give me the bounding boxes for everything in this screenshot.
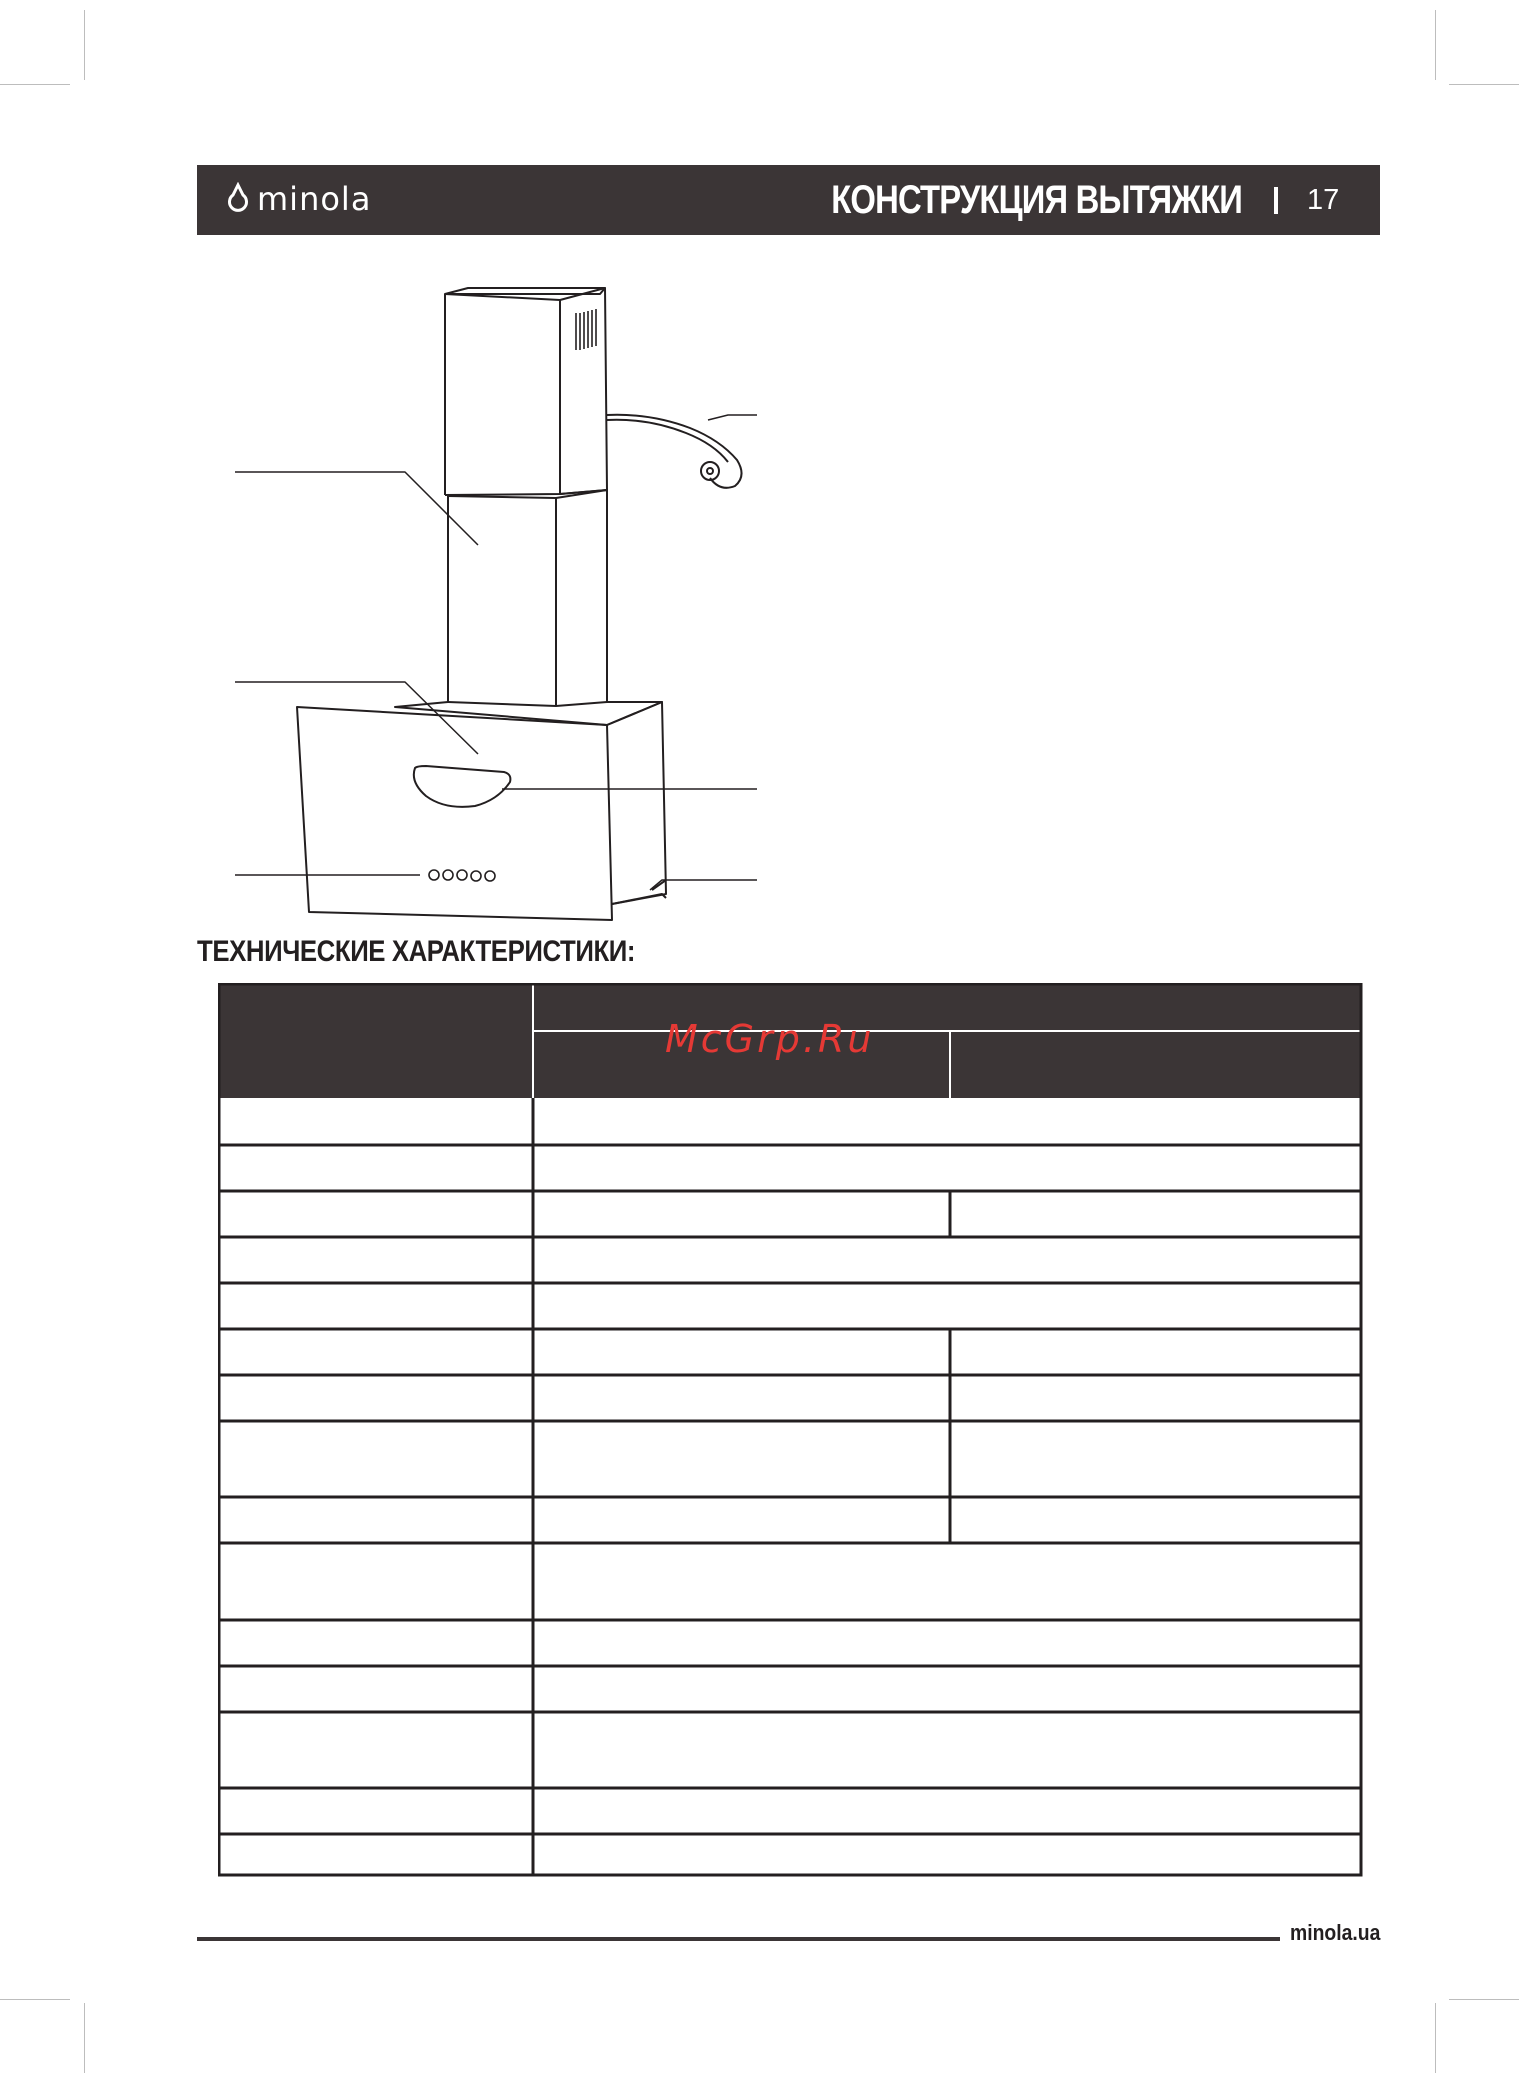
brand-logo [225, 182, 371, 216]
glass-panel [297, 707, 612, 920]
header-separator [1274, 187, 1278, 214]
crop-mark [1435, 2003, 1436, 2073]
crop-mark [1435, 10, 1436, 80]
vent-grille [576, 309, 596, 350]
filter-grille [414, 766, 511, 807]
footer-url: minola.ua [1290, 1920, 1381, 1945]
logo-text: minola [257, 180, 372, 218]
callout-cord [708, 415, 757, 420]
crop-mark [1449, 84, 1519, 85]
range-hood-diagram [220, 270, 780, 930]
page-header [197, 165, 1380, 235]
crop-mark [1449, 1999, 1519, 2000]
callout-chimney [235, 472, 478, 545]
callout-body [235, 682, 478, 754]
plug-icon [701, 462, 719, 480]
crop-mark [84, 10, 85, 80]
crop-mark [84, 2003, 85, 2073]
drop-icon [225, 182, 251, 216]
footer-rule [197, 1937, 1280, 1941]
page-title: КОНСТРУКЦИЯ ВЫТЯЖКИ [831, 178, 1242, 222]
specs-section-title: ТЕХНИЧЕСКИЕ ХАРАКТЕРИСТИКИ: [197, 935, 636, 968]
crop-mark [0, 1999, 70, 2000]
specs-table [218, 983, 1363, 1878]
crop-mark [0, 84, 70, 85]
watermark: McGrp.Ru [665, 1017, 875, 1061]
chimney-top [445, 288, 605, 294]
page-number: 17 [1307, 184, 1340, 216]
control-buttons [429, 870, 495, 881]
